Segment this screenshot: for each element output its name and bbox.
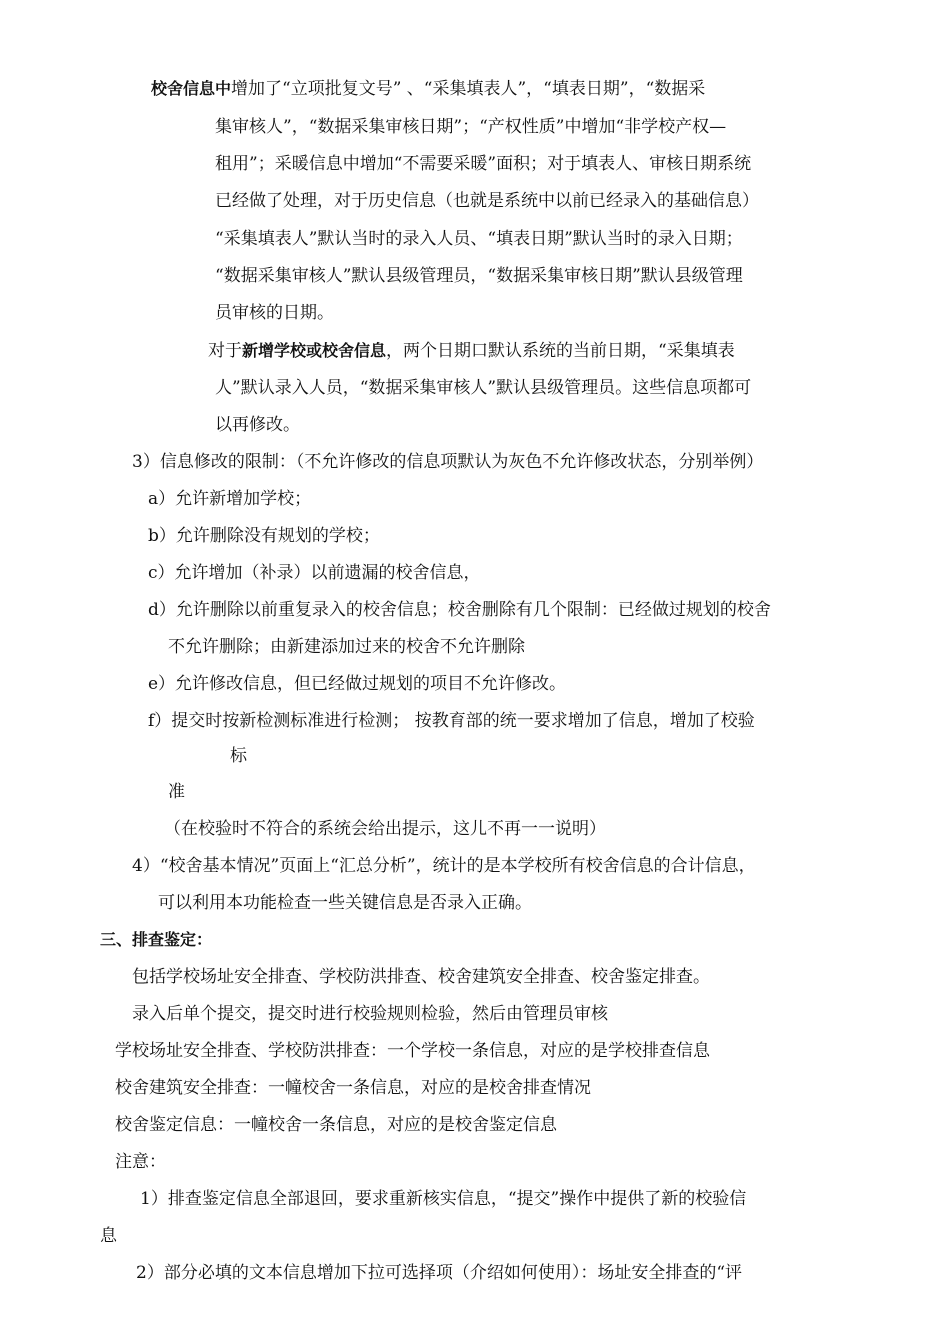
list-item: d）允许删除以前重复录入的校舍信息；校舍删除有几个限制：已经做过规划的校舍 — [148, 600, 771, 620]
paragraph-line: 人”默认录入人员，“数据采集审核人”默认县级管理员。这些信息项都可 — [215, 378, 752, 398]
list-item: 2）部分必填的文本信息增加下拉可选择项（介绍如何使用）：场址安全排查的“评 — [136, 1263, 743, 1283]
list-item-continued: （在校验时不符合的系统会给出提示，这儿不再一一说明） — [164, 819, 606, 839]
paragraph-line — [151, 78, 705, 100]
text-run: 对于 — [208, 341, 242, 361]
paragraph-line: 员审核的日期。 — [215, 303, 334, 323]
paragraph-line: 已经做了处理，对于历史信息（也就是系统中以前已经录入的基础信息） — [215, 191, 759, 211]
paragraph-line: 学校场址安全排查、学校防洪排查：一个学校一条信息，对应的是学校排查信息 — [115, 1041, 710, 1061]
list-item: f）提交时按新检测标准进行检测； 按教育部的统一要求增加了信息，增加了校验 — [148, 711, 755, 731]
list-item-continued: 可以利用本功能检查一些关键信息是否录入正确。 — [158, 893, 532, 913]
list-item: e）允许修改信息，但已经做过规划的项目不允许修改。 — [148, 674, 567, 694]
paragraph-line: 校舍建筑安全排查：一幢校舍一条信息，对应的是校舍排查情况 — [115, 1078, 591, 1098]
note-label: 注意： — [115, 1152, 166, 1172]
paragraph-line: “数据采集审核人”默认县级管理员，“数据采集审核日期”默认县级管理 — [215, 266, 743, 286]
paragraph-line: 集审核人”，“数据采集审核日期”；“产权性质”中增加“非学校产权— — [215, 117, 727, 137]
paragraph-line: “采集填表人”默认当时的录入人员、“填表日期”默认当时的录入日期； — [215, 229, 743, 249]
paragraph-line: 录入后单个提交，提交时进行校验规则检验，然后由管理员审核 — [132, 1004, 608, 1024]
list-item: b）允许删除没有规划的学校； — [148, 526, 380, 546]
list-item-continued: 不允许删除；由新建添加过来的校舍不允许删除 — [168, 637, 525, 657]
text-run: 增加了“立项批复文号” 、“采集填表人”，“填表日期”，“数据采 — [231, 79, 706, 99]
section-heading: 三、排查鉴定： — [100, 930, 213, 949]
text-run: ，两个日期口默认系统的当前日期，“采集填表 — [386, 341, 735, 361]
list-item-continued: 标 — [230, 746, 247, 766]
list-item-continued: 准 — [168, 782, 185, 802]
paragraph-line — [208, 340, 735, 362]
list-item: 1）排查鉴定信息全部退回，要求重新核实信息，“提交”操作中提供了新的校验信 — [140, 1189, 747, 1209]
list-item-title: 3）信息修改的限制：（不允许修改的信息项默认为灰色不允许修改状态，分别举例） — [132, 452, 764, 472]
paragraph-line: 租用”；采暖信息中增加“不需要采暖”面积；对于填表人、审核日期系统 — [215, 154, 752, 174]
list-item: c）允许增加（补录）以前遗漏的校舍信息， — [148, 563, 481, 583]
paragraph-line: 包括学校场址安全排查、学校防洪排查、校舍建筑安全排查、校舍鉴定排查。 — [132, 967, 710, 987]
bold-term: 校舍信息中 — [151, 79, 232, 98]
paragraph-line: 以再修改。 — [215, 415, 300, 435]
paragraph-line: 校舍鉴定信息：一幢校舍一条信息，对应的是校舍鉴定信息 — [115, 1115, 557, 1135]
list-item-continued: 息 — [100, 1226, 117, 1246]
bold-term: 新增学校或校舍信息 — [242, 341, 387, 360]
list-item: a）允许新增加学校； — [148, 489, 312, 509]
list-item: 4）“校舍基本情况”页面上“汇总分析”，统计的是本学校所有校舍信息的合计信息， — [132, 856, 756, 876]
